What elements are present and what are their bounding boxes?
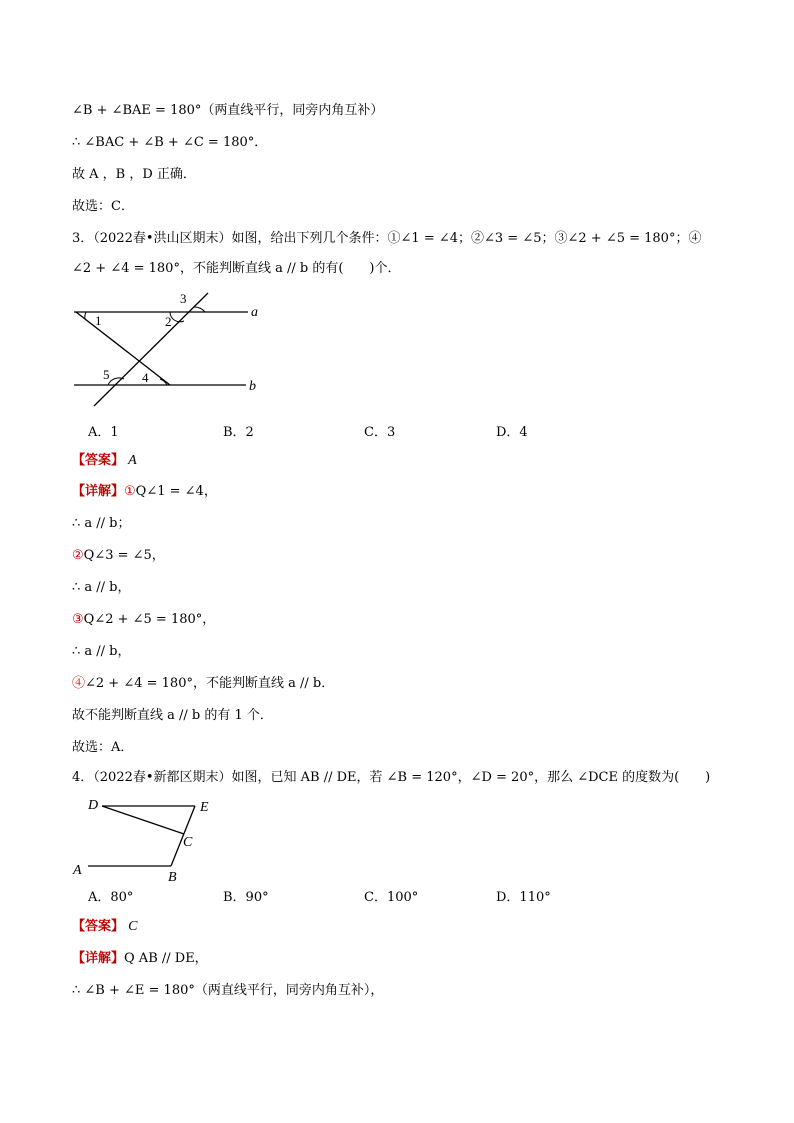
label-2: 2 (165, 314, 172, 329)
label-5: 5 (103, 367, 110, 382)
q3-option-c: C．3 (364, 425, 396, 440)
circled-number: ① (124, 484, 136, 499)
question-4-figure (70, 794, 230, 884)
q3-answer (72, 452, 137, 470)
q4-option-d: D．110° (496, 890, 551, 905)
angle-1-arc (85, 312, 86, 319)
q3-detail-9: 故选：A． (72, 740, 134, 755)
circled-number: ② (72, 548, 84, 563)
label-B: B (168, 870, 177, 884)
angle-3-arc (194, 307, 205, 312)
text-line: ∴ ∠BAC + ∠B + ∠C = 180°． (72, 135, 268, 150)
circled-number: ④ (72, 676, 86, 691)
label-a: a (251, 305, 258, 320)
answer-tag: 【答案】 (72, 453, 125, 468)
label-A: A (73, 863, 82, 878)
q3-detail-8: 故不能判断直线 a // b 的有 1 个． (72, 708, 273, 723)
circled-number: ③ (72, 612, 84, 627)
q3-detail-3 (72, 547, 165, 565)
detail-text: Q∠1 = ∠4， (135, 484, 217, 499)
q3-detail-4: ∴ a // b， (72, 580, 131, 595)
q3-detail-6: ∴ a // b， (72, 644, 131, 659)
q4-option-a: A．80° (88, 890, 134, 905)
q3-detail-2: ∴ a // b； (72, 516, 131, 531)
segment-DC (102, 806, 184, 834)
detail-text: Q∠2 + ∠5 = 180°， (83, 612, 216, 627)
answer-tag: 【答案】 (72, 919, 125, 934)
label-1: 1 (95, 313, 102, 328)
angle-2-arc (170, 312, 184, 322)
question-4-stem: 4．（2022春•新都区期末）如图，已知 AB // DE，若 ∠B = 120°，∠D = 20°，那么 ∠DCE 的度数为( ) (72, 770, 711, 785)
label-C: C (183, 835, 193, 850)
q4-detail-1 (72, 950, 208, 968)
q3-detail-1 (72, 483, 217, 501)
label-b: b (249, 379, 256, 394)
detail-tag: 【详解】 (72, 951, 125, 966)
detail-tag: 【详解】 (72, 484, 125, 499)
label-3: 3 (180, 291, 187, 306)
text-line: 故选：C． (72, 199, 134, 214)
question-3-figure (66, 288, 286, 408)
transversal-2 (94, 293, 208, 406)
transversal-1 (76, 312, 170, 385)
label-D: D (88, 798, 99, 813)
question-3-stem-cont: ∠2 + ∠4 = 180°，不能判断直线 a // b 的有( )个． (72, 261, 401, 276)
q4-detail-2: ∴ ∠B + ∠E = 180°（两直线平行，同旁内角互补）， (72, 983, 384, 998)
label-4: 4 (142, 370, 149, 385)
answer-value: C (128, 919, 138, 934)
detail-text: Q AB // DE， (124, 951, 208, 966)
q4-option-b: B．90° (223, 890, 269, 905)
q4-answer (72, 918, 138, 936)
q3-option-a: A．1 (88, 425, 119, 440)
answer-value: A (128, 453, 137, 468)
detail-text: ∠2 + ∠4 = 180°，不能判断直线 a // b． (85, 676, 335, 691)
q3-detail-7 (72, 675, 334, 693)
q3-option-d: D．4 (496, 425, 528, 440)
text-line: ∠B + ∠BAE = 180°（两直线平行，同旁内角互补） (72, 103, 384, 118)
detail-text: Q∠3 = ∠5， (83, 548, 165, 563)
q3-detail-5 (72, 611, 215, 629)
q4-option-c: C．100° (364, 890, 419, 905)
question-3-stem: 3．（2022春•洪山区期末）如图，给出下列几个条件：①∠1 = ∠4；②∠3 = ∠5；③∠2 + ∠5 = 180°；④ (72, 231, 702, 246)
q3-option-b: B．2 (223, 425, 254, 440)
text-line: 故 A ，B ，D 正确． (72, 167, 196, 182)
label-E: E (200, 800, 209, 815)
